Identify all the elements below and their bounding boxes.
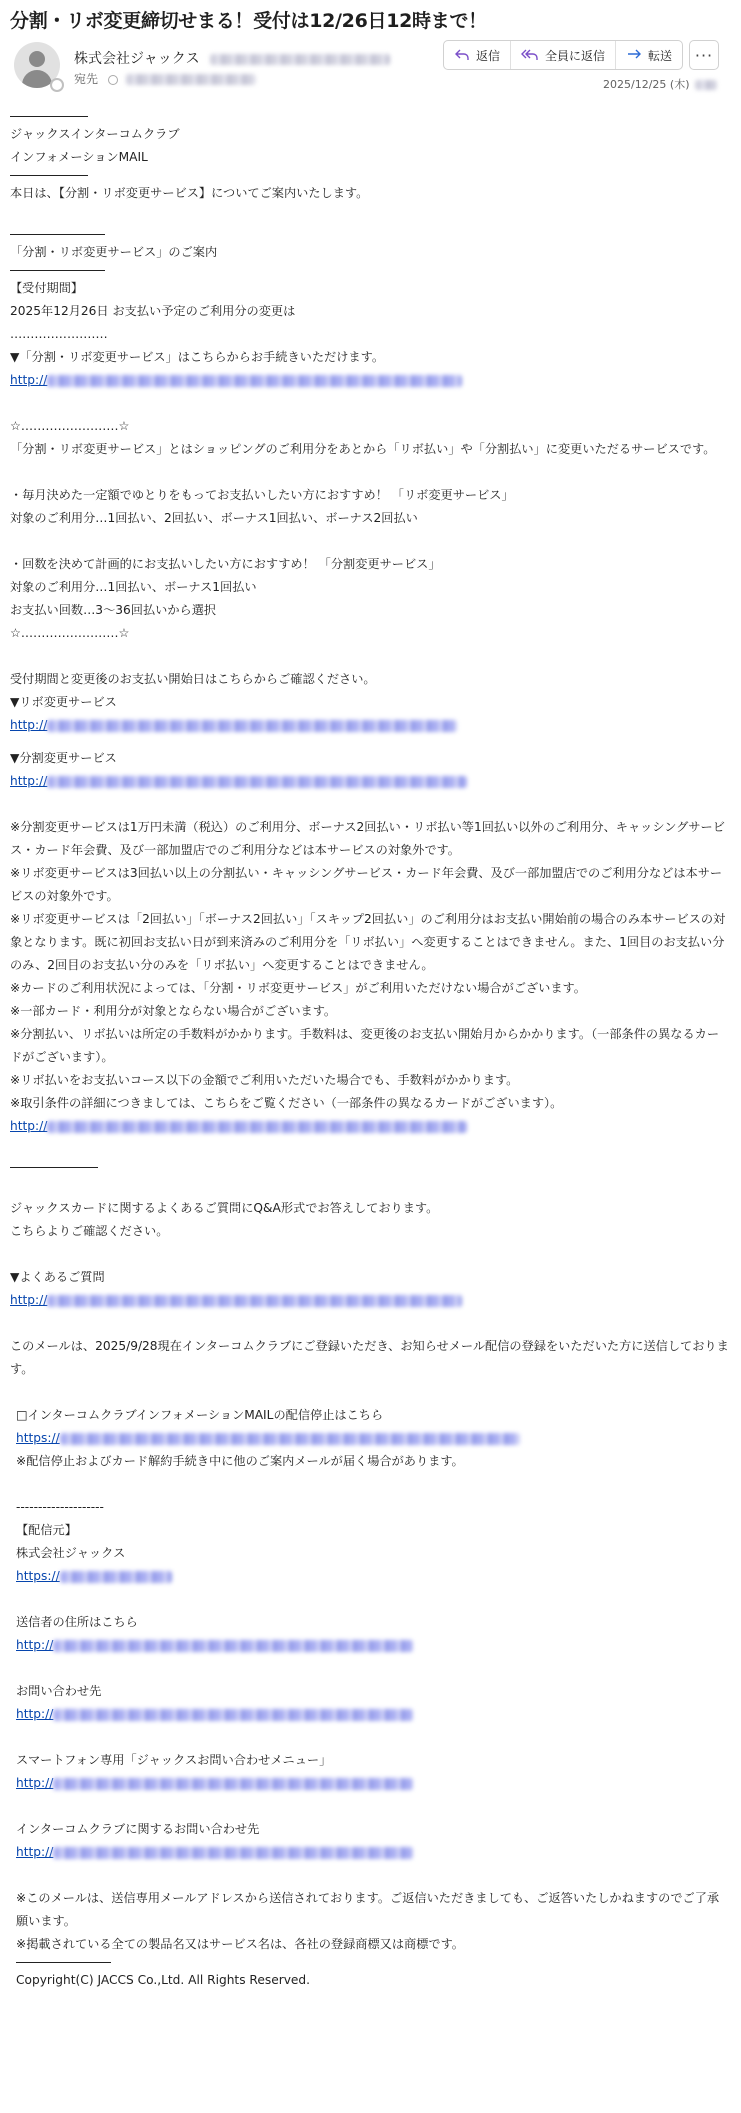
note-text: ※リボ変更サービスは「2回払い」「ボーナス2回払い」「スキップ2回払い」のご利用分はお支払い開始前の場合のみ本サービスの対象となります。既に初回お支払い日が到来済みのご利用分を「リボ払い」へ変更することはできません。また、1回目のお支払い分のみ、2回目のお支払い分のみを「リボ払い」へ変更することはできません。 [10,912,726,972]
revolving-service-link[interactable] [10,714,731,737]
divider [10,1167,98,1168]
reply-all-button[interactable] [511,41,616,69]
section-heading: 「分割・リボ変更サービス」のご案内 [10,245,218,259]
link-prefix[interactable]: http:// [16,1638,54,1652]
note-text: ※カードのご利用状況によっては、「分割・リボ変更サービス」がご利用いただけない場合がございます。 [10,981,586,995]
redacted-url[interactable] [53,1709,413,1721]
note-text: ※取引条件の詳細につきましては、こちらをご覧ください（一部条件の異なるカードがございます）。 [10,1096,563,1110]
reply-icon [454,48,470,62]
body-text: お問い合わせ先 [16,1684,102,1698]
body-text: 本日は、【分割・リボ変更サービス】についてご案内いたします。 [10,186,369,200]
dash-separator: -------------------- [16,1500,104,1514]
avatar-body-shape [22,70,52,88]
recipient-status-icon [108,75,118,85]
avatar-head-shape [29,51,45,67]
link-prefix[interactable]: http:// [10,1119,48,1133]
body-text: こちらよりご確認ください。 [10,1224,169,1238]
body-text: ・回数を決めて計画的にお支払いしたい方におすすめ！ 「分割変更サービス」 [10,557,441,571]
link-prefix[interactable]: http:// [10,718,48,732]
link-prefix[interactable]: http:// [10,774,48,788]
link-prefix[interactable]: https:// [16,1431,60,1445]
terms-link[interactable] [10,1115,731,1138]
redacted-url[interactable] [53,1778,413,1790]
divider [16,1962,111,1963]
sender-name[interactable]: 株式会社ジャックス [74,51,200,67]
redacted-url[interactable] [53,1640,413,1652]
more-icon: ··· [694,45,714,65]
footer-note: ※掲載されている全ての製品名又はサービス名は、各社の登録商標又は商標です。 [16,1937,464,1951]
smartphone-contact-link[interactable] [16,1772,731,1795]
body-text: ▼リボ変更サービス [10,695,117,709]
link-prefix[interactable]: http:// [10,1293,48,1307]
redacted-sender-address [210,54,390,65]
body-text: お支払い回数…3～36回払いから選択 [10,603,217,617]
club-contact-link[interactable] [16,1841,731,1864]
redacted-url[interactable] [47,720,457,732]
reply-label: 返信 [475,48,500,63]
forward-button[interactable] [616,41,682,69]
body-text: 受付期間と変更後のお支払い開始日はこちらからご確認ください。 [10,672,376,686]
redacted-url[interactable] [47,776,467,788]
redacted-recipient[interactable] [126,74,256,85]
link-prefix[interactable]: http:// [16,1845,54,1859]
reply-all-label: 全員に返信 [544,48,605,63]
body-text: このメールは、2025/9/28現在インターコムクラブにご登録いただき、お知らせメール配信の登録をいただいた方に送信しております。 [10,1339,729,1376]
star-separator: ☆‥‥‥‥‥‥‥‥‥‥‥‥☆ [10,419,130,433]
message-actions [443,40,719,70]
body-text: 送信者の住所はこちら [16,1615,138,1629]
body-text: 対象のご利用分…1回払い、ボーナス1回払い [10,580,257,594]
divider [10,175,88,176]
faq-link[interactable] [10,1289,731,1312]
body-text: 対象のご利用分…1回払い、2回払い、ボーナス1回払い、ボーナス2回払い [10,511,418,525]
divider [10,270,105,271]
sender-address-link[interactable] [16,1634,731,1657]
redacted-url[interactable] [47,1295,462,1307]
redacted-time [695,80,717,90]
reply-button-group [443,40,683,70]
body-text: ・毎月決めた一定額でゆとりをもってお支払いしたい方におすすめ！ 「リボ変更サービス」 [10,488,514,502]
redacted-url[interactable] [53,1847,413,1859]
message-header [0,0,741,98]
link-prefix[interactable]: http:// [16,1707,54,1721]
service-link[interactable] [10,369,731,392]
sender[interactable] [74,48,390,68]
contact-link[interactable] [16,1703,731,1726]
redacted-url[interactable] [47,1121,467,1133]
body-text: ※配信停止およびカード解約手続き中に他のご案内メールが届く場合があります。 [16,1454,464,1468]
body-text: 【受付期間】 [10,281,84,295]
body-text: インターコムクラブに関するお問い合わせ先 [16,1822,260,1836]
body-text: インフォメーションMAIL [10,150,148,164]
link-prefix[interactable]: http:// [16,1776,54,1790]
recipient-row [74,70,256,87]
link-prefix[interactable]: https:// [16,1569,60,1583]
note-text: ※分割変更サービスは1万円未満（税込）のご利用分、ボーナス2回払い・リボ払い等1回払い以外のご利用分、キャッシングサービス・カード年会費、及び一部加盟店でのご利用分などは本サービスの対象外です。 [10,820,725,857]
to-label: 宛先 [74,72,99,86]
forward-label: 転送 [647,48,672,63]
body-text: □インターコムクラブインフォメーションMAILの配信停止はこちら [16,1408,384,1422]
body-text: 【配信元】 [16,1523,77,1537]
body-text: ▼よくあるご質問 [10,1270,105,1284]
company-site-link[interactable] [16,1565,731,1588]
more-actions-button[interactable] [689,40,719,70]
divider [10,116,88,117]
email-subject: 分割・リボ変更締切せまる！受付は12/26日12時まで！ [10,10,487,32]
body-text: ▼「分割・リボ変更サービス」はこちらからお手続きいただけます。 [10,350,385,364]
note-text: ※分割払い、リボ払いは所定の手数料がかかります。手数料は、変更後のお支払い開始月からかかります。（一部条件の異なるカードがございます）。 [10,1027,720,1064]
body-text: 株式会社ジャックス [16,1546,126,1560]
reply-all-icon [521,48,539,62]
body-text: ジャックスカードに関するよくあるご質問にQ&A形式でお答えしております。 [10,1201,439,1215]
sender-row [10,40,731,102]
link-prefix[interactable]: http:// [10,373,48,387]
note-text: ※一部カード・利用分が対象とならない場合がございます。 [10,1004,337,1018]
note-text: ※リボ払いをお支払いコース以下の金額でご利用いただいた場合でも、手数料がかかります。 [10,1073,519,1087]
dotted-separator: ‥‥‥‥‥‥‥‥‥‥‥‥ [10,327,108,341]
reply-button[interactable] [444,41,511,69]
body-text: ジャックスインターコムクラブ [10,127,180,141]
star-separator: ☆‥‥‥‥‥‥‥‥‥‥‥‥☆ [10,626,130,640]
redacted-url[interactable] [60,1571,172,1583]
email-body [0,98,741,1992]
presence-icon [50,78,64,92]
note-text: ※リボ変更サービスは3回払い以上の分割払い・キャッシングサービス・カード年会費、及び一部加盟店でのご利用分などは本サービスの対象外です。 [10,866,723,903]
body-text: 2025年12月26日 お支払い予定のご利用分の変更は [10,304,296,318]
footer-note: ※このメールは、送信専用メールアドレスから送信されております。ご返信いただきましても、ご返答いたしかねますのでご了承願います。 [16,1891,720,1928]
unsubscribe-link[interactable] [16,1427,731,1450]
date-row [603,76,717,92]
divider [10,234,105,235]
received-date: 2025/12/25 (木) [603,78,690,91]
installment-service-link[interactable] [10,770,731,793]
copyright: Copyright(C) JACCS Co.,Ltd. All Rights Reserved. [16,1973,311,1987]
body-text: 「分割・リボ変更サービス」とはショッピングのご利用分をあとから「リボ払い」や「分割払い」に変更いただるサービスです。 [10,442,716,456]
redacted-url[interactable] [47,375,462,387]
forward-icon [626,48,642,62]
body-text: スマートフォン専用「ジャックスお問い合わせメニュー」 [16,1753,332,1767]
redacted-url[interactable] [60,1433,520,1445]
body-text: ▼分割変更サービス [10,751,117,765]
